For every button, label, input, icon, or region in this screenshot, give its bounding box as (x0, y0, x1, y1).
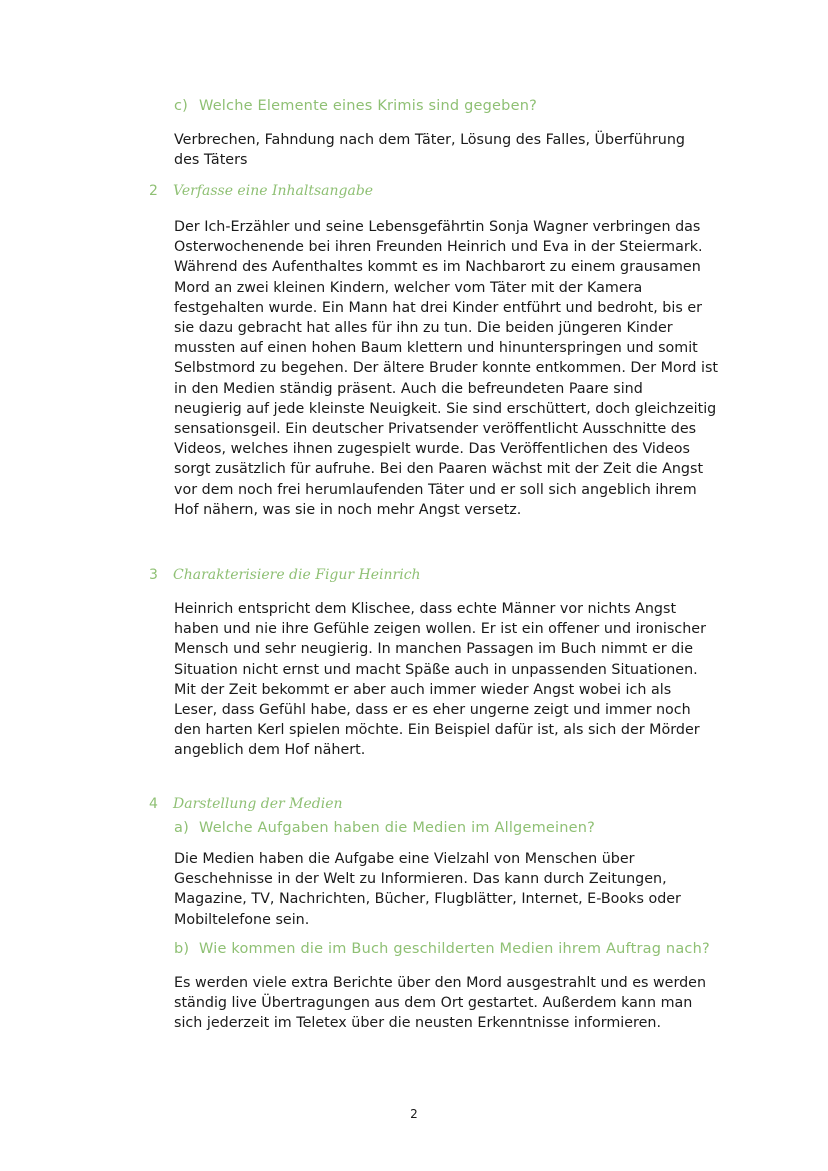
question-a-heading (174, 820, 595, 836)
question-text: Welche Elemente eines Krimis sind gegeben? (199, 98, 537, 114)
media-mission-paragraph: Es werden viele extra Berichte über den Mord ausgestrahlt und es werden ständig live Übertragungen aus dem Ort gestartet. Außerdem kann man sich jederzeit im Teletex über die neusten Erkenntnisse informieren. (174, 975, 707, 1032)
question-letter: c) (174, 98, 189, 114)
section-title: Darstellung der Medien (173, 796, 343, 812)
question-text: Wie kommen die im Buch geschilderten Medien ihrem Auftrag nach? (199, 941, 710, 957)
question-letter: a) (174, 820, 189, 836)
section-number: 3 (149, 567, 158, 583)
section-4-heading (149, 796, 343, 812)
answer-crime-elements: Verbrechen, Fahndung nach dem Täter, Lösung des Falles, Überführung des Täters (174, 132, 685, 169)
page-number: 2 (410, 1107, 418, 1121)
characterization-paragraph: Heinrich entspricht dem Klischee, dass echte Männer vor nichts Angst haben und nie ihre Gefühle zeigen wollen. Er ist ein offener und ironischer Mensch und sehr neugierig. In manchen Passagen im Buch nimmt er die Situation nicht ernst und macht Späße auch in unpassenden Situationen. Mit der Zeit bekommt er aber auch immer wieder Angst wobei ich als Leser, dass Gefühl habe, dass er es eher ungerne zeigt und immer noch den harten Kerl spielen möchte. Ein Beispiel dafür ist, als sich der Mörder angeblich dem Hof nähert. (174, 601, 706, 759)
summary-paragraph: Der Ich-Erzähler und seine Lebensgefährtin Sonja Wagner verbringen das Osterwochenende bei ihren Freunden Heinrich und Eva in der Steiermark. Während des Aufenthaltes kommt es im Nachbarort zu einem grausamen Mord an zwei kleinen Kindern, welcher vom Täter mit der Kamera festgehalten wurde. Ein Mann hat drei Kinder entführt und bedroht, bis er sie dazu gebracht hat alles für ihn zu tun. Die beiden jüngeren Kinder mussten auf einen hohen Baum klettern und hinunterspringen und somit Selbstmord zu begehen. Der ältere Bruder konnte entkommen. Der Mord ist in den Medien ständig präsent. Auch die befreundeten Paare sind neugierig auf jede kleinste Neuigkeit. Sie sind erschüttert, doch gleichzeitig sensationsgeil. Ein deutscher Privatsender veröffentlicht Ausschnitte des Videos, welches ihnen zugespielt wurde. Das Veröffentlichen des Videos sorgt zusätzlich für aufruhe. Bei den Paaren wächst mit der Zeit die Angst vor dem noch frei herumlaufenden Täter und er soll sich angeblich ihrem Hof nähern, was sie in noch mehr Angst versetz. (174, 219, 719, 518)
question-letter: b) (174, 941, 190, 957)
section-number: 2 (149, 183, 158, 199)
section-3-heading (149, 567, 421, 583)
question-b-heading (174, 941, 710, 957)
section-title: Verfasse eine Inhaltsangabe (173, 183, 374, 199)
question-c-heading (174, 98, 537, 114)
section-title: Charakterisiere die Figur Heinrich (173, 567, 421, 583)
question-text: Welche Aufgaben haben die Medien im Allgemeinen? (199, 820, 596, 836)
media-tasks-paragraph: Die Medien haben die Aufgabe eine Vielzahl von Menschen über Geschehnisse in der Welt zu Informieren. Das kann durch Zeitungen, Magazine, TV, Nachrichten, Bücher, Flugblätter, Internet, E-Books oder Mobiltelefone sein. (174, 851, 681, 928)
section-number: 4 (149, 796, 158, 812)
section-2-heading (149, 183, 373, 199)
